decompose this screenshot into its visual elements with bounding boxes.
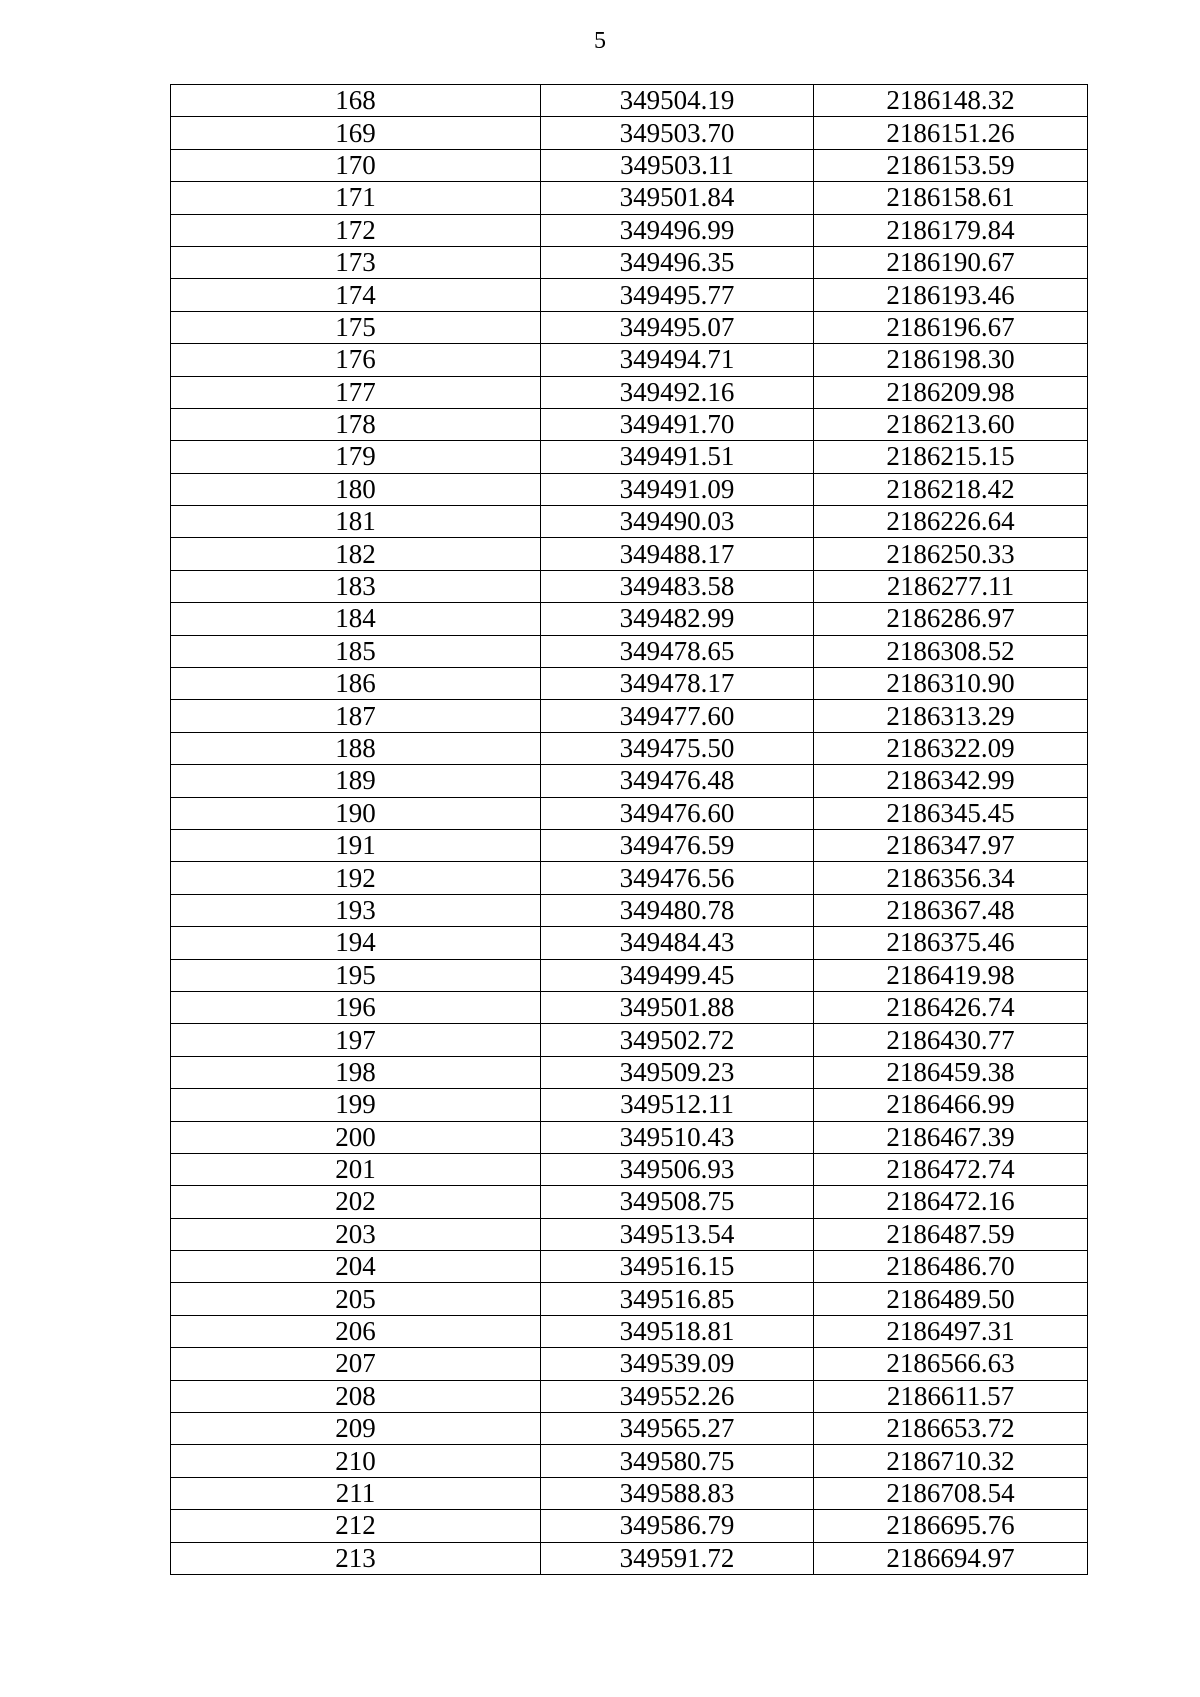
table-row <box>171 246 1088 278</box>
y-coordinate-cell: 2186430.77 <box>814 1024 1088 1056</box>
point-number-cell: 184 <box>171 603 541 635</box>
point-number-cell: 206 <box>171 1315 541 1347</box>
x-coordinate-cell: 349476.56 <box>541 862 814 894</box>
point-number-cell: 209 <box>171 1413 541 1445</box>
x-coordinate-cell: 349565.27 <box>541 1413 814 1445</box>
point-number-cell: 199 <box>171 1089 541 1121</box>
table-row <box>171 408 1088 440</box>
table-row <box>171 635 1088 667</box>
table-row <box>171 1510 1088 1542</box>
point-number-cell: 194 <box>171 927 541 959</box>
y-coordinate-cell: 2186153.59 <box>814 149 1088 181</box>
y-coordinate-cell: 2186308.52 <box>814 635 1088 667</box>
x-coordinate-cell: 349502.72 <box>541 1024 814 1056</box>
point-number-cell: 212 <box>171 1510 541 1542</box>
y-coordinate-cell: 2186310.90 <box>814 668 1088 700</box>
x-coordinate-cell: 349591.72 <box>541 1542 814 1574</box>
x-coordinate-cell: 349506.93 <box>541 1153 814 1185</box>
point-number-cell: 169 <box>171 117 541 149</box>
table-row <box>171 117 1088 149</box>
x-coordinate-cell: 349503.70 <box>541 117 814 149</box>
point-number-cell: 205 <box>171 1283 541 1315</box>
y-coordinate-cell: 2186708.54 <box>814 1477 1088 1509</box>
y-coordinate-cell: 2186193.46 <box>814 279 1088 311</box>
x-coordinate-cell: 349476.48 <box>541 765 814 797</box>
y-coordinate-cell: 2186322.09 <box>814 732 1088 764</box>
y-coordinate-cell: 2186419.98 <box>814 959 1088 991</box>
y-coordinate-cell: 2186497.31 <box>814 1315 1088 1347</box>
x-coordinate-cell: 349478.65 <box>541 635 814 667</box>
point-number-cell: 179 <box>171 441 541 473</box>
x-coordinate-cell: 349496.35 <box>541 246 814 278</box>
table-row <box>171 570 1088 602</box>
point-number-cell: 187 <box>171 700 541 732</box>
point-number-cell: 177 <box>171 376 541 408</box>
x-coordinate-cell: 349495.07 <box>541 311 814 343</box>
table-row <box>171 700 1088 732</box>
x-coordinate-cell: 349477.60 <box>541 700 814 732</box>
point-number-cell: 172 <box>171 214 541 246</box>
y-coordinate-cell: 2186213.60 <box>814 408 1088 440</box>
x-coordinate-cell: 349501.88 <box>541 991 814 1023</box>
x-coordinate-cell: 349490.03 <box>541 506 814 538</box>
y-coordinate-cell: 2186367.48 <box>814 894 1088 926</box>
y-coordinate-cell: 2186347.97 <box>814 829 1088 861</box>
table-row <box>171 441 1088 473</box>
y-coordinate-cell: 2186151.26 <box>814 117 1088 149</box>
table-row <box>171 1380 1088 1412</box>
coordinates-table-body <box>171 85 1088 1575</box>
table-row <box>171 85 1088 117</box>
y-coordinate-cell: 2186566.63 <box>814 1348 1088 1380</box>
x-coordinate-cell: 349491.51 <box>541 441 814 473</box>
y-coordinate-cell: 2186426.74 <box>814 991 1088 1023</box>
x-coordinate-cell: 349488.17 <box>541 538 814 570</box>
x-coordinate-cell: 349552.26 <box>541 1380 814 1412</box>
x-coordinate-cell: 349494.71 <box>541 344 814 376</box>
y-coordinate-cell: 2186286.97 <box>814 603 1088 635</box>
y-coordinate-cell: 2186190.67 <box>814 246 1088 278</box>
x-coordinate-cell: 349508.75 <box>541 1186 814 1218</box>
x-coordinate-cell: 349516.15 <box>541 1251 814 1283</box>
table-row <box>171 182 1088 214</box>
table-row <box>171 1477 1088 1509</box>
x-coordinate-cell: 349483.58 <box>541 570 814 602</box>
table-row <box>171 991 1088 1023</box>
point-number-cell: 168 <box>171 85 541 117</box>
x-coordinate-cell: 349539.09 <box>541 1348 814 1380</box>
y-coordinate-cell: 2186198.30 <box>814 344 1088 376</box>
y-coordinate-cell: 2186467.39 <box>814 1121 1088 1153</box>
y-coordinate-cell: 2186472.74 <box>814 1153 1088 1185</box>
point-number-cell: 213 <box>171 1542 541 1574</box>
point-number-cell: 211 <box>171 1477 541 1509</box>
table-row <box>171 1348 1088 1380</box>
x-coordinate-cell: 349588.83 <box>541 1477 814 1509</box>
point-number-cell: 182 <box>171 538 541 570</box>
table-row <box>171 214 1088 246</box>
y-coordinate-cell: 2186218.42 <box>814 473 1088 505</box>
table-row <box>171 1315 1088 1347</box>
x-coordinate-cell: 349475.50 <box>541 732 814 764</box>
table-row <box>171 1121 1088 1153</box>
y-coordinate-cell: 2186342.99 <box>814 765 1088 797</box>
point-number-cell: 186 <box>171 668 541 700</box>
y-coordinate-cell: 2186345.45 <box>814 797 1088 829</box>
y-coordinate-cell: 2186215.15 <box>814 441 1088 473</box>
table-row <box>171 376 1088 408</box>
point-number-cell: 174 <box>171 279 541 311</box>
x-coordinate-cell: 349509.23 <box>541 1056 814 1088</box>
table-row <box>171 668 1088 700</box>
x-coordinate-cell: 349476.60 <box>541 797 814 829</box>
x-coordinate-cell: 349512.11 <box>541 1089 814 1121</box>
table-row <box>171 732 1088 764</box>
x-coordinate-cell: 349510.43 <box>541 1121 814 1153</box>
y-coordinate-cell: 2186694.97 <box>814 1542 1088 1574</box>
point-number-cell: 198 <box>171 1056 541 1088</box>
x-coordinate-cell: 349492.16 <box>541 376 814 408</box>
y-coordinate-cell: 2186611.57 <box>814 1380 1088 1412</box>
table-row <box>171 344 1088 376</box>
y-coordinate-cell: 2186356.34 <box>814 862 1088 894</box>
point-number-cell: 189 <box>171 765 541 797</box>
y-coordinate-cell: 2186313.29 <box>814 700 1088 732</box>
table-row <box>171 279 1088 311</box>
point-number-cell: 180 <box>171 473 541 505</box>
point-number-cell: 171 <box>171 182 541 214</box>
table-row <box>171 311 1088 343</box>
table-row <box>171 1218 1088 1250</box>
y-coordinate-cell: 2186277.11 <box>814 570 1088 602</box>
table-row <box>171 797 1088 829</box>
table-row <box>171 1056 1088 1088</box>
point-number-cell: 188 <box>171 732 541 764</box>
point-number-cell: 175 <box>171 311 541 343</box>
table-row <box>171 1413 1088 1445</box>
x-coordinate-cell: 349501.84 <box>541 182 814 214</box>
table-row <box>171 1089 1088 1121</box>
point-number-cell: 200 <box>171 1121 541 1153</box>
x-coordinate-cell: 349476.59 <box>541 829 814 861</box>
table-row <box>171 765 1088 797</box>
point-number-cell: 193 <box>171 894 541 926</box>
table-row <box>171 1542 1088 1574</box>
x-coordinate-cell: 349491.09 <box>541 473 814 505</box>
table-row <box>171 473 1088 505</box>
x-coordinate-cell: 349503.11 <box>541 149 814 181</box>
y-coordinate-cell: 2186486.70 <box>814 1251 1088 1283</box>
y-coordinate-cell: 2186226.64 <box>814 506 1088 538</box>
table-row <box>171 1445 1088 1477</box>
y-coordinate-cell: 2186375.46 <box>814 927 1088 959</box>
y-coordinate-cell: 2186196.67 <box>814 311 1088 343</box>
point-number-cell: 173 <box>171 246 541 278</box>
x-coordinate-cell: 349580.75 <box>541 1445 814 1477</box>
table-row <box>171 1251 1088 1283</box>
y-coordinate-cell: 2186459.38 <box>814 1056 1088 1088</box>
table-row <box>171 603 1088 635</box>
point-number-cell: 192 <box>171 862 541 894</box>
point-number-cell: 204 <box>171 1251 541 1283</box>
point-number-cell: 203 <box>171 1218 541 1250</box>
table-row <box>171 1283 1088 1315</box>
point-number-cell: 183 <box>171 570 541 602</box>
x-coordinate-cell: 349496.99 <box>541 214 814 246</box>
y-coordinate-cell: 2186148.32 <box>814 85 1088 117</box>
y-coordinate-cell: 2186653.72 <box>814 1413 1088 1445</box>
table-row <box>171 959 1088 991</box>
point-number-cell: 210 <box>171 1445 541 1477</box>
y-coordinate-cell: 2186179.84 <box>814 214 1088 246</box>
point-number-cell: 201 <box>171 1153 541 1185</box>
table-row <box>171 149 1088 181</box>
x-coordinate-cell: 349516.85 <box>541 1283 814 1315</box>
point-number-cell: 190 <box>171 797 541 829</box>
y-coordinate-cell: 2186695.76 <box>814 1510 1088 1542</box>
point-number-cell: 197 <box>171 1024 541 1056</box>
table-row <box>171 829 1088 861</box>
table-row <box>171 1153 1088 1185</box>
x-coordinate-cell: 349495.77 <box>541 279 814 311</box>
x-coordinate-cell: 349480.78 <box>541 894 814 926</box>
table-row <box>171 894 1088 926</box>
point-number-cell: 178 <box>171 408 541 440</box>
x-coordinate-cell: 349478.17 <box>541 668 814 700</box>
x-coordinate-cell: 349482.99 <box>541 603 814 635</box>
table-row <box>171 538 1088 570</box>
table-row <box>171 1186 1088 1218</box>
x-coordinate-cell: 349484.43 <box>541 927 814 959</box>
point-number-cell: 208 <box>171 1380 541 1412</box>
table-row <box>171 862 1088 894</box>
point-number-cell: 170 <box>171 149 541 181</box>
table-row <box>171 927 1088 959</box>
y-coordinate-cell: 2186710.32 <box>814 1445 1088 1477</box>
point-number-cell: 207 <box>171 1348 541 1380</box>
x-coordinate-cell: 349499.45 <box>541 959 814 991</box>
x-coordinate-cell: 349586.79 <box>541 1510 814 1542</box>
x-coordinate-cell: 349513.54 <box>541 1218 814 1250</box>
point-number-cell: 195 <box>171 959 541 991</box>
table-row <box>171 506 1088 538</box>
point-number-cell: 202 <box>171 1186 541 1218</box>
x-coordinate-cell: 349491.70 <box>541 408 814 440</box>
point-number-cell: 185 <box>171 635 541 667</box>
y-coordinate-cell: 2186487.59 <box>814 1218 1088 1250</box>
point-number-cell: 196 <box>171 991 541 1023</box>
point-number-cell: 181 <box>171 506 541 538</box>
y-coordinate-cell: 2186209.98 <box>814 376 1088 408</box>
y-coordinate-cell: 2186158.61 <box>814 182 1088 214</box>
x-coordinate-cell: 349518.81 <box>541 1315 814 1347</box>
y-coordinate-cell: 2186489.50 <box>814 1283 1088 1315</box>
coordinates-table <box>170 84 1088 1575</box>
point-number-cell: 191 <box>171 829 541 861</box>
x-coordinate-cell: 349504.19 <box>541 85 814 117</box>
point-number-cell: 176 <box>171 344 541 376</box>
page-number: 5 <box>594 28 606 54</box>
y-coordinate-cell: 2186466.99 <box>814 1089 1088 1121</box>
y-coordinate-cell: 2186472.16 <box>814 1186 1088 1218</box>
y-coordinate-cell: 2186250.33 <box>814 538 1088 570</box>
table-row <box>171 1024 1088 1056</box>
